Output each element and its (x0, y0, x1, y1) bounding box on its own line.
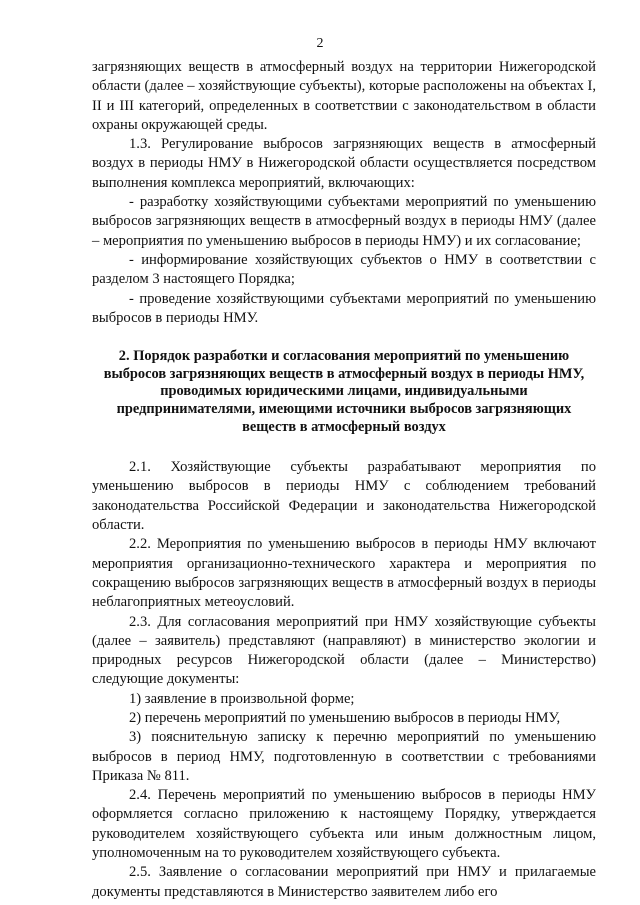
list-item: 1) заявление в произвольной форме; (129, 690, 355, 707)
paragraph: - разработку хозяйствующими субъектами мероприятий по уменьшению выбросов загрязняющих веществ в атмосферный воздух в периоды НМУ (далее – мероприятия по уменьшению выбросов в периоды НМУ) и их согласование; (92, 194, 596, 249)
section-heading: 2. Порядок разработки и согласования мероприятий по уменьшению выбросов загрязняющих веществ в атмосферный воздух в периоды НМУ, проводимых юридическими лицами, индивидуальными предпринимателями, имеющими источники выбросов загрязняющих веществ в атмосферный воздух (103, 348, 585, 435)
document-body (92, 58, 596, 902)
page-number: 2 (316, 36, 324, 51)
paragraph: - информирование хозяйствующих субъектов о НМУ в соответствии с разделом 3 настоящего Порядка; (92, 251, 596, 288)
list-item: 2) перечень мероприятий по уменьшению выбросов в периоды НМУ, (129, 709, 561, 726)
paragraph: 2.5. Заявление о согласовании мероприятий при НМУ и прилагаемые документы представляются в Министерство заявителем либо его (92, 864, 596, 900)
paragraph: 2.2. Мероприятия по уменьшению выбросов в периоды НМУ включают мероприятия организационно-технического характера и мероприятия по сокращению выбросов загрязняющих веществ в атмосферный воздух в периоды неблагоприятных метеоусловий. (92, 536, 596, 611)
paragraph: 2.3. Для согласования мероприятий при НМУ хозяйствующие субъекты (далее – заявитель) представляют (направляют) в министерство экологии и природных ресурсов Нижегородской области (далее – Министерство) следующие документы: (92, 613, 596, 688)
paragraph: 2.4. Перечень мероприятий по уменьшению выбросов в периоды НМУ оформляется согласно приложению к настоящему Порядку, утверждается руководителем хозяйствующего субъекта или иным должностным лицом, уполномоченным на то руководителем хозяйствующего субъекта. (92, 787, 596, 862)
paragraph: 1.3. Регулирование выбросов загрязняющих веществ в атмосферный воздух в периоды НМУ в Нижегородской области осуществляется посредством выполнения комплекса мероприятий, включающих: (92, 136, 596, 191)
paragraph: - проведение хозяйствующими субъектами мероприятий по уменьшению выбросов в периоды НМУ. (92, 290, 596, 326)
paragraph: загрязняющих веществ в атмосферный воздух на территории Нижегородской области (далее – хозяйствующие субъекты), которые расположены на объектах I, II и III категорий, определенных в соответствии с законодательством в области охраны окружающей среды. (92, 59, 596, 133)
paragraph: 2.1. Хозяйствующие субъекты разрабатывают мероприятия по уменьшению выбросов в периоды НМУ с соблюдением требований законодательства Российской Федерации и законодательства Нижегородской области. (92, 459, 596, 534)
list-item: 3) пояснительную записку к перечню мероприятий по уменьшению выбросов в период НМУ, подготовленную в соответствии с требованиями Приказа № 811. (92, 729, 596, 784)
